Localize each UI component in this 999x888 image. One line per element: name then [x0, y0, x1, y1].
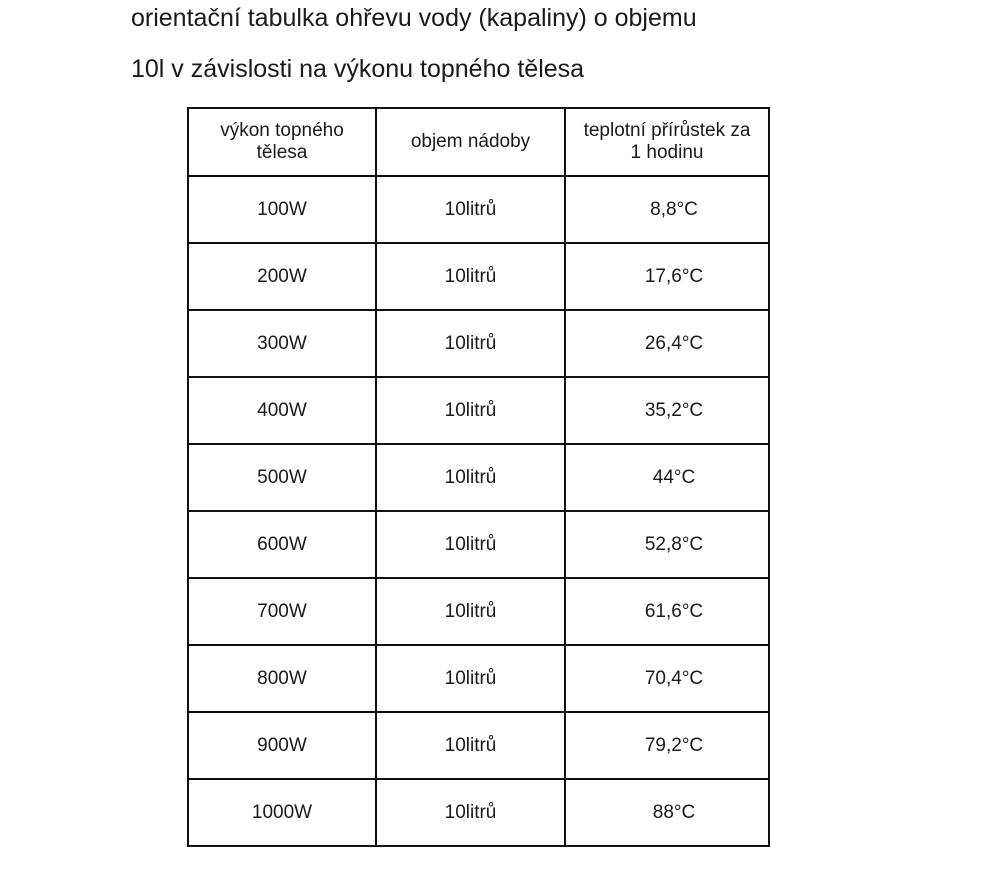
header-volume: objem nádoby — [376, 108, 565, 176]
header-power: výkon topného tělesa — [188, 108, 376, 176]
power-cell: 800W — [188, 645, 376, 712]
heating-table — [187, 107, 770, 847]
table-row — [188, 377, 769, 444]
power-cell: 1000W — [188, 779, 376, 846]
table-row — [188, 779, 769, 846]
temperature-cell: 17,6°C — [565, 243, 769, 310]
table-row — [188, 578, 769, 645]
table-row — [188, 645, 769, 712]
table-row — [188, 511, 769, 578]
power-cell: 400W — [188, 377, 376, 444]
temperature-cell: 26,4°C — [565, 310, 769, 377]
temperature-cell: 79,2°C — [565, 712, 769, 779]
table-body — [188, 176, 769, 846]
table-row — [188, 176, 769, 243]
power-cell: 200W — [188, 243, 376, 310]
temperature-cell: 44°C — [565, 444, 769, 511]
power-cell: 100W — [188, 176, 376, 243]
volume-cell: 10litrů — [376, 310, 565, 377]
volume-cell: 10litrů — [376, 377, 565, 444]
power-cell: 700W — [188, 578, 376, 645]
title-line-2: 10l v závislosti na výkonu topného tělesa — [131, 55, 585, 83]
title-line-1: orientační tabulka ohřevu vody (kapaliny) o objemu — [131, 4, 697, 32]
volume-cell: 10litrů — [376, 511, 565, 578]
temperature-cell: 52,8°C — [565, 511, 769, 578]
table-row — [188, 712, 769, 779]
power-cell: 900W — [188, 712, 376, 779]
table-row — [188, 243, 769, 310]
table-row — [188, 444, 769, 511]
power-cell: 500W — [188, 444, 376, 511]
power-cell: 600W — [188, 511, 376, 578]
volume-cell: 10litrů — [376, 645, 565, 712]
power-cell: 300W — [188, 310, 376, 377]
temperature-cell: 61,6°C — [565, 578, 769, 645]
table-row — [188, 310, 769, 377]
temperature-cell: 70,4°C — [565, 645, 769, 712]
volume-cell: 10litrů — [376, 779, 565, 846]
volume-cell: 10litrů — [376, 578, 565, 645]
temperature-cell: 88°C — [565, 779, 769, 846]
table-header-row — [188, 108, 769, 176]
volume-cell: 10litrů — [376, 712, 565, 779]
volume-cell: 10litrů — [376, 444, 565, 511]
volume-cell: 10litrů — [376, 243, 565, 310]
temperature-cell: 8,8°C — [565, 176, 769, 243]
header-temperature: teplotní přírůstek za 1 hodinu — [565, 108, 769, 176]
volume-cell: 10litrů — [376, 176, 565, 243]
temperature-cell: 35,2°C — [565, 377, 769, 444]
